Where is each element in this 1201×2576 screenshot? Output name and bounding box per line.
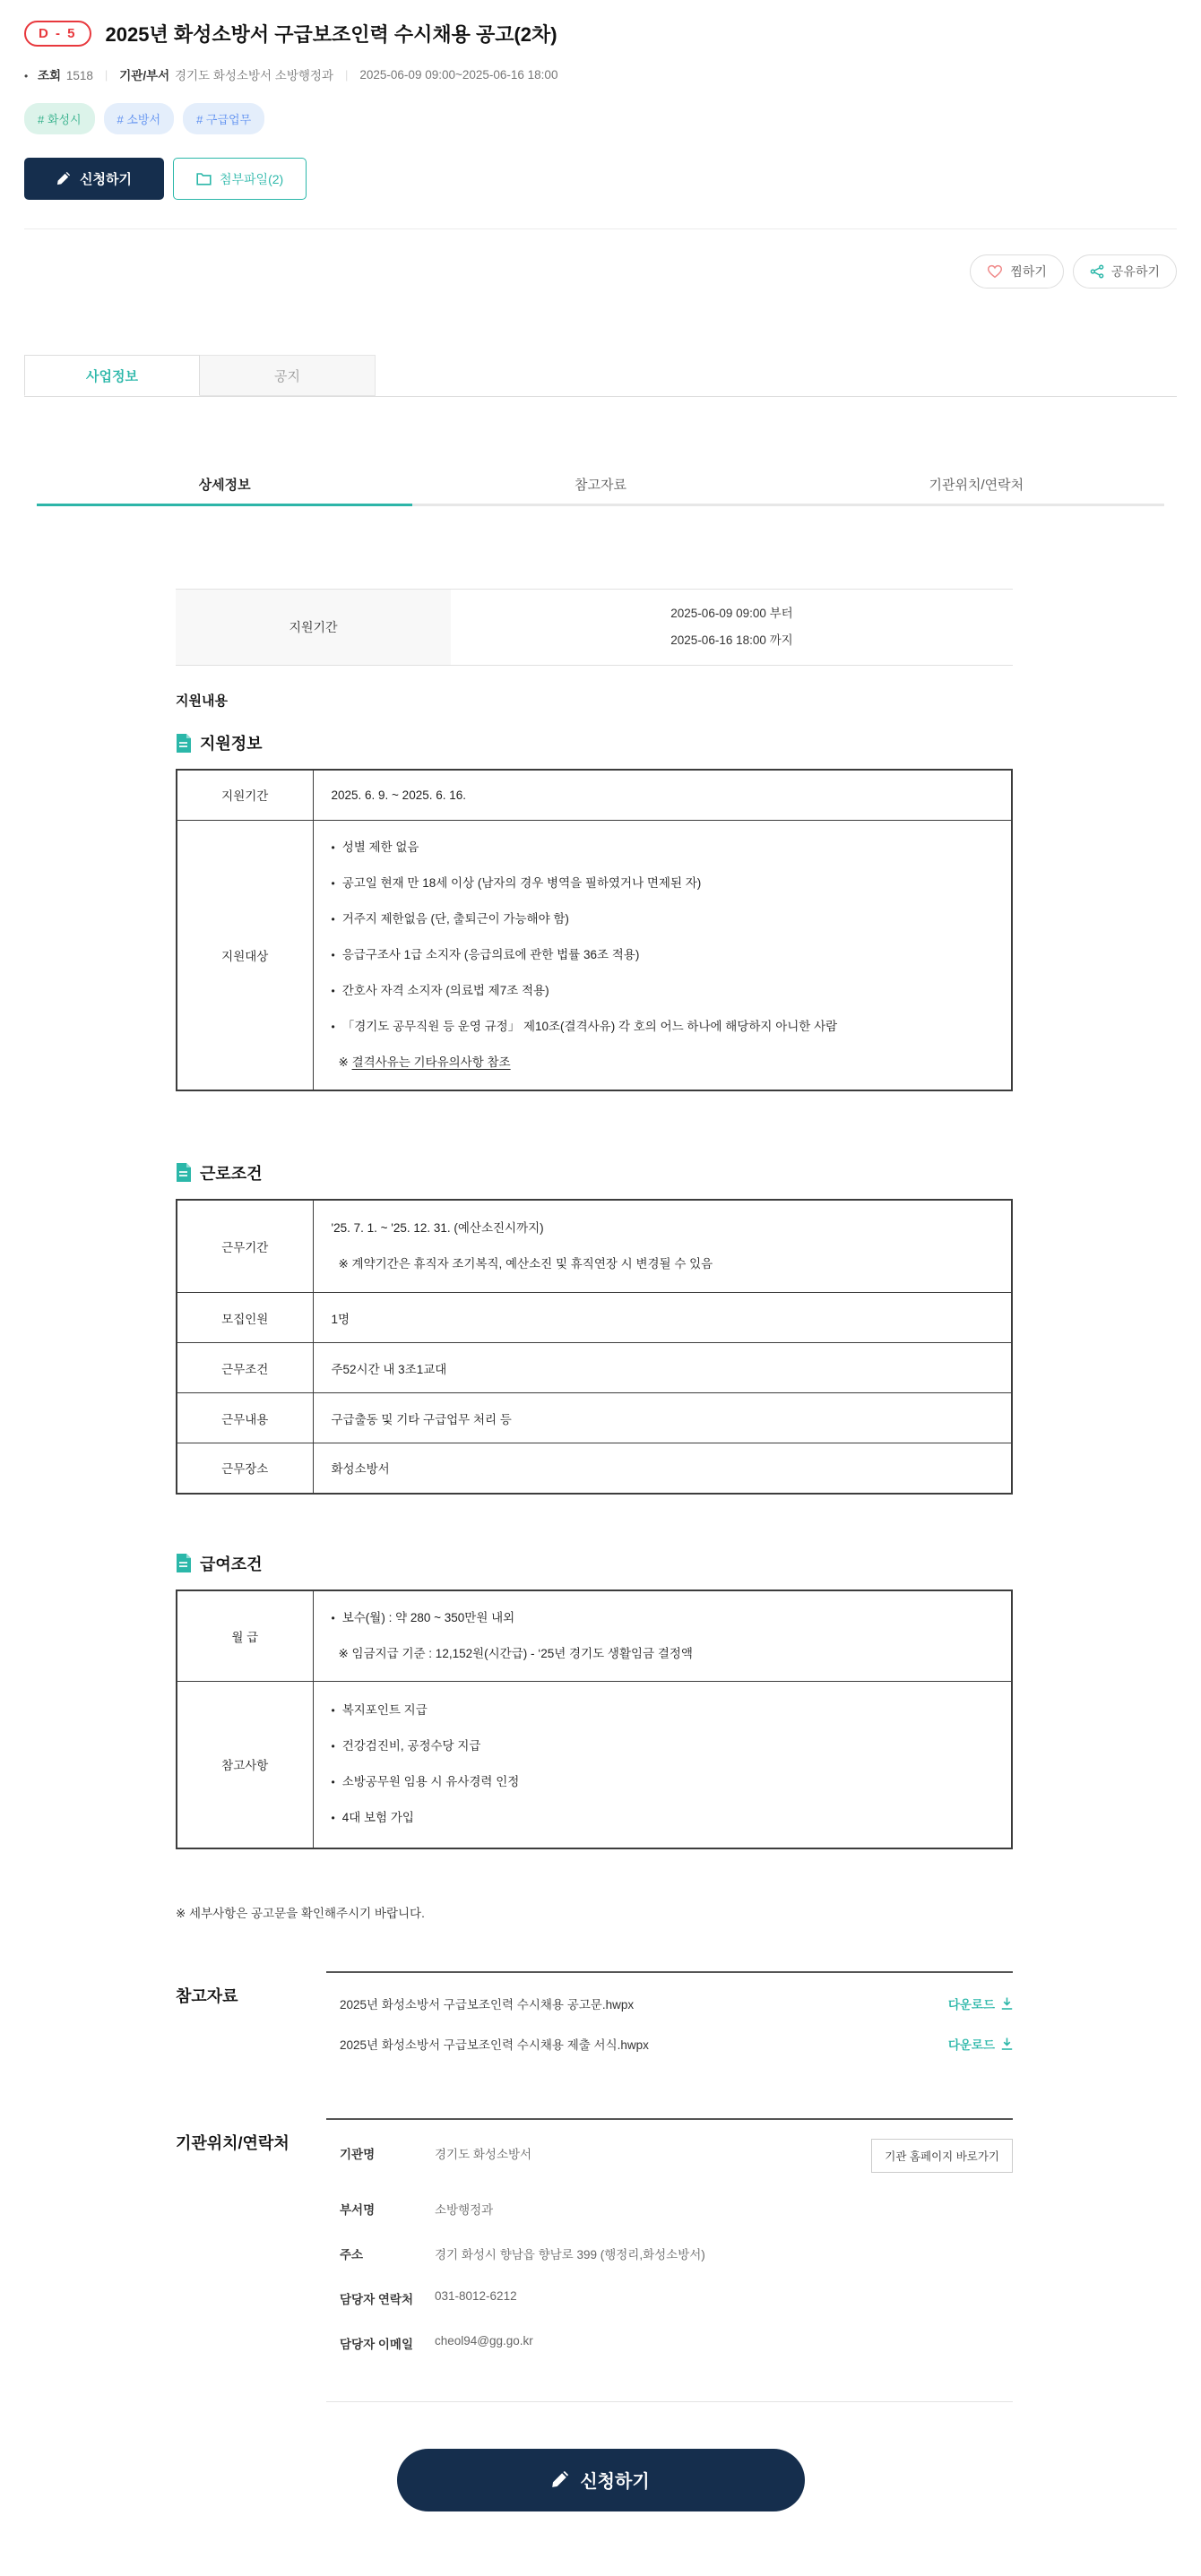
tab-business-info[interactable]: 사업정보	[24, 355, 200, 396]
work-conditions-heading	[176, 1161, 1013, 1185]
salary-note: ※ 임금지급 기준 : 12,152원(시간급) - ‘25년 경기도 생활임금 결정액	[338, 1646, 693, 1660]
file-name: 2025년 화성소방서 구급보조인력 수시채용 공고문.hwpx	[340, 1998, 635, 2012]
work-conditions-title: 근로조건	[200, 1164, 263, 1183]
share-button[interactable]	[1073, 254, 1177, 289]
download-link[interactable]	[948, 1994, 1013, 2012]
table-row	[177, 1590, 1012, 1682]
work-period-line: '25. 7. 1. ~ '25. 12. 31. (예산소진시까지)	[331, 1220, 544, 1235]
folder-icon	[196, 172, 212, 185]
target-note	[332, 1045, 1003, 1081]
row-value: 2025. 6. 9. ~ 2025. 6. 16.	[313, 770, 1012, 820]
document-icon	[176, 1163, 191, 1182]
salary-conditions-title: 급여조건	[200, 1555, 263, 1573]
subtab-reference[interactable]: 참고자료	[412, 465, 788, 506]
attachments-button[interactable]	[173, 158, 307, 200]
subtab-contact[interactable]: 기관위치/연락처	[789, 465, 1164, 506]
contact-row-value: 031-8012-6212	[435, 2288, 517, 2303]
bottom-apply-button[interactable]	[397, 2449, 805, 2511]
row-label: 모집인원	[177, 1293, 313, 1343]
contact-row	[340, 2231, 1013, 2276]
download-icon	[1001, 2038, 1013, 2050]
row-label: 참고사항	[177, 1682, 313, 1848]
row-value: 구급출동 및 기타 구급업무 처리 등	[313, 1393, 1012, 1443]
contact-row-value: cheol94@gg.go.kr	[435, 2333, 533, 2348]
views-value: 1518	[65, 69, 93, 82]
file-row	[340, 2024, 1013, 2064]
department-label: 기관/부서	[119, 69, 170, 82]
row-value	[313, 820, 1012, 1090]
document-icon	[176, 734, 191, 753]
contact-section	[176, 2118, 1013, 2369]
download-label: 다운로드	[947, 1998, 995, 2012]
row-label: 월 급	[177, 1590, 313, 1682]
sub-tabbar	[37, 465, 1164, 506]
main-tabbar	[24, 355, 1177, 397]
file-name: 2025년 화성소방서 구급보조인력 수시채용 제출 서식.hwpx	[340, 2038, 649, 2052]
content-column	[176, 589, 1013, 2369]
table-row	[177, 1682, 1012, 1848]
agency-homepage-button[interactable]: 기관 홈페이지 바로가기	[871, 2139, 1013, 2173]
like-button[interactable]	[970, 254, 1064, 289]
row-label: 근무내용	[177, 1393, 313, 1443]
social-buttons	[24, 254, 1177, 289]
row-value: 주52시간 내 3조1교대	[313, 1343, 1012, 1393]
table-row	[177, 1343, 1012, 1393]
salary-conditions-table	[176, 1590, 1013, 1849]
apply-button-label: 신청하기	[80, 172, 132, 187]
divider	[326, 2401, 1013, 2402]
contact-row	[340, 2276, 1013, 2321]
table-row	[177, 820, 1012, 1090]
reference-item: • 건강검진비, 공정수당 지급	[332, 1728, 1003, 1764]
work-period-note: ※ 계약기간은 휴직자 조기복직, 예산소진 및 휴직연장 시 변경될 수 있음	[338, 1256, 713, 1271]
summary-label: 지원기간	[176, 590, 451, 665]
share-button-label: 공유하기	[1110, 264, 1160, 279]
target-item: • 「경기도 공무직원 등 운영 규정」 제10조(결격사유) 각 호의 어느 하나에 해당하지 아니한 사람	[332, 1009, 1003, 1045]
table-row	[177, 1200, 1012, 1293]
contact-row-label: 기관명	[340, 2147, 376, 2161]
header	[24, 20, 1177, 47]
support-info-table	[176, 769, 1013, 1091]
row-value: 1명	[313, 1293, 1012, 1343]
target-item: • 응급구조사 1급 소지자 (응급의료에 관한 법률 36조 적용)	[332, 937, 1003, 973]
pencil-icon	[56, 172, 70, 185]
department-value: 경기도 화성소방서 소방행정과	[174, 69, 333, 82]
download-link[interactable]	[948, 2035, 1013, 2053]
row-label: 지원기간	[177, 770, 313, 820]
support-info-title: 지원정보	[200, 735, 263, 753]
support-info-heading	[176, 731, 1013, 754]
application-period: 2025-06-09 09:00~2025-06-16 18:00	[359, 67, 558, 82]
tag-list	[24, 103, 1177, 134]
page-title: 2025년 화성소방서 구급보조인력 수시채용 공고(2차)	[105, 23, 557, 46]
contact-row-value: 소방행정과	[435, 2202, 494, 2217]
note-text: 결격사유는 기타유의사항 참조	[351, 1055, 511, 1069]
apply-button[interactable]	[24, 158, 164, 200]
summary-value	[451, 590, 1013, 665]
tab-notice[interactable]: 공지	[200, 355, 376, 396]
target-item: • 간호사 자격 소지자 (의료법 제7조 적용)	[332, 973, 1003, 1009]
reference-files-body	[326, 1971, 1013, 2068]
table-row	[177, 770, 1012, 820]
contact-title: 기관위치/연락처	[176, 2133, 289, 2152]
divider	[24, 228, 1177, 229]
subtab-detail-info[interactable]: 상세정보	[37, 465, 412, 506]
period-to: 2025-06-16 18:00 까지	[670, 633, 793, 647]
table-row	[177, 1393, 1012, 1443]
tag-fire-station[interactable]: # 소방서	[104, 103, 175, 134]
reference-item: • 4대 보험 가입	[332, 1800, 1003, 1836]
note-prefix: ※	[338, 1055, 352, 1069]
support-content-heading: 지원내용	[176, 694, 228, 709]
row-label: 근무기간	[177, 1200, 313, 1293]
download-icon	[1001, 1997, 1013, 2010]
contact-row-label: 주소	[340, 2247, 364, 2262]
file-row	[340, 1984, 1013, 2024]
work-conditions-table	[176, 1199, 1013, 1495]
reference-item: • 소방공무원 임용 시 유사경력 인정	[332, 1764, 1003, 1800]
meta-separator	[345, 68, 348, 82]
department	[119, 65, 333, 83]
views-label: 조회	[37, 69, 62, 82]
contact-row-value: 경기 화성시 향남읍 향남로 399 (행정리,화성소방서)	[435, 2247, 705, 2262]
views	[24, 65, 93, 83]
row-label: 근무조건	[177, 1343, 313, 1393]
table-row	[177, 1293, 1012, 1343]
row-value: 화성소방서	[313, 1443, 1012, 1494]
contact-row-label: 담당자 연락처	[340, 2292, 413, 2306]
period-from: 2025-06-09 09:00 부터	[670, 607, 793, 620]
share-icon	[1090, 264, 1104, 279]
attachments-button-label: 첨부파일(2)	[219, 171, 284, 186]
download-label: 다운로드	[947, 2038, 995, 2052]
contact-row-label: 부서명	[340, 2202, 376, 2217]
document-icon	[176, 1554, 191, 1572]
meta-row	[24, 65, 1177, 83]
row-label: 지원대상	[177, 820, 313, 1090]
heart-icon	[987, 264, 1003, 279]
dday-badge: D - 5	[24, 21, 91, 47]
contact-row	[340, 2186, 1013, 2231]
tag-hwaseong[interactable]: # 화성시	[24, 103, 95, 134]
reference-item: • 복지포인트 지급	[332, 1693, 1003, 1728]
tag-ems[interactable]: # 구급업무	[183, 103, 264, 134]
row-value	[313, 1200, 1012, 1293]
contact-row	[340, 2321, 1013, 2365]
contact-body	[326, 2118, 1013, 2369]
contact-row-value: 경기도 화성소방서	[435, 2147, 532, 2161]
application-period-summary	[176, 589, 1013, 666]
action-buttons	[24, 158, 1177, 200]
row-label: 근무장소	[177, 1443, 313, 1494]
contact-row	[340, 2131, 1013, 2186]
reference-files-section	[176, 1971, 1013, 2068]
target-item: • 공고일 현재 만 18세 이상 (남자의 경우 병역을 필하였거나 면제된 자)	[332, 866, 1003, 901]
contact-row-label: 담당자 이메일	[340, 2337, 413, 2351]
salary-line: • 보수(월) : 약 280 ~ 350만원 내외	[332, 1600, 1003, 1636]
row-value	[313, 1682, 1012, 1848]
bottom-apply-label: 신청하기	[580, 2472, 650, 2492]
table-row	[177, 1443, 1012, 1494]
like-button-label: 찜하기	[1010, 264, 1047, 279]
detail-footnote: ※ 세부사항은 공고문을 확인해주시기 바랍니다.	[176, 1906, 425, 1920]
target-item: • 성별 제한 없음	[332, 830, 1003, 866]
pencil-icon	[551, 2471, 568, 2488]
meta-separator	[105, 68, 108, 82]
salary-conditions-heading	[176, 1552, 1013, 1575]
reference-files-title: 참고자료	[176, 1986, 238, 2005]
target-item: • 거주지 제한없음 (단, 출퇴근이 가능해야 함)	[332, 901, 1003, 937]
row-value	[313, 1590, 1012, 1682]
